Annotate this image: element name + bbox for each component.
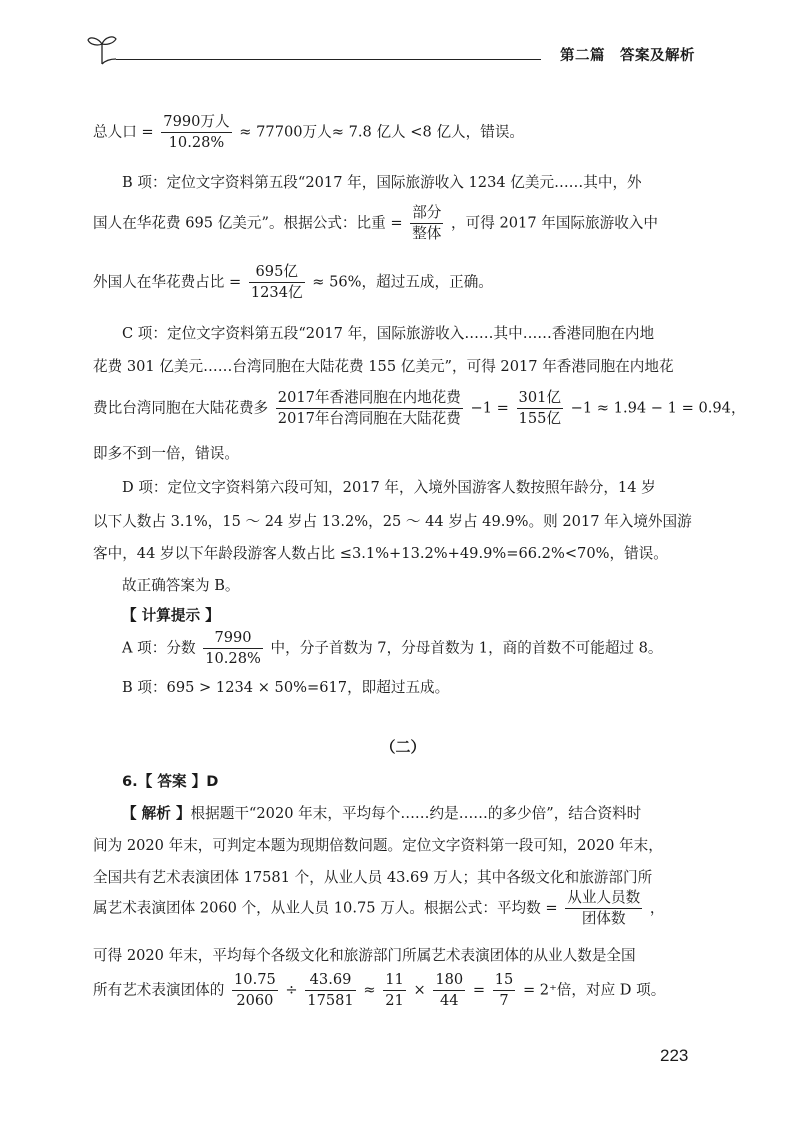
analysis-line-3: 全国共有艺术表演团体 17581 个，从业人员 43.69 万人；其中各级文化和旅游部门所: [93, 869, 653, 886]
numerator: 695亿: [249, 262, 305, 283]
text: −1 ≈ 1.94 − 1 = 0.94，: [570, 399, 746, 417]
text: ≈ 77700万人≈ 7.8 亿人 <8 亿人，错误。: [239, 123, 525, 141]
denominator: 21: [385, 992, 404, 1009]
operator: ≈: [363, 981, 376, 999]
fraction: [433, 970, 465, 1011]
option-c-line-2: 花费 301 亿美元……台湾同胞在大陆花费 155 亿美元”，可得 2017 年香港同胞在内地花: [93, 358, 674, 375]
fraction: [383, 970, 406, 1011]
page-number: 223: [660, 1046, 689, 1065]
fraction: [517, 388, 563, 429]
calc-tip-b-line: B 项：695 > 1234 × 50%=617，即超过五成。: [122, 679, 450, 696]
numerator: 7990万人: [161, 112, 231, 133]
numerator: 15: [493, 970, 516, 991]
operator: ×: [413, 981, 426, 999]
denominator: 10.28%: [168, 134, 225, 151]
text: = 2⁺倍，对应 D 项。: [522, 981, 666, 999]
text: ≈ 56%，超过五成，正确。: [312, 273, 493, 291]
option-c-conclusion-line: 即多不到一倍，错误。: [93, 445, 239, 462]
calc-tip-a-line: [122, 628, 663, 669]
numerator: 部分: [410, 203, 443, 224]
fraction: [203, 628, 263, 669]
denominator: 17581: [307, 992, 354, 1009]
option-d-line-2: 以下人数占 3.1%，15 ～ 24 岁占 13.2%，25 ～ 44 岁占 49.9%。则 2017 年入境外国游: [93, 513, 692, 530]
option-c-line: C 项：定位文字资料第五段“2017 年，国际旅游收入……其中……香港同胞在内地: [122, 325, 655, 342]
operator: ÷: [285, 981, 298, 999]
calc-tip-heading: 【 计算提示 】: [122, 607, 220, 624]
denominator: 155亿: [518, 410, 561, 427]
text: 国人在华花费 695 亿美元”。根据公式：比重 =: [93, 214, 403, 232]
correct-answer-line: 故正确答案为 B。: [122, 577, 240, 594]
denominator: 团体数: [581, 910, 626, 927]
denominator: 7: [499, 992, 509, 1009]
analysis-line-5: 可得 2020 年末，平均每个各级文化和旅游部门所属艺术表演团体的从业人数是全国: [93, 947, 636, 964]
numerator: 7990: [203, 628, 263, 649]
option-d-line-3: 客中，44 岁以下年龄段游客人数占比 ≤3.1%+13.2%+49.9%=66.2%<70%，错误。: [93, 545, 668, 562]
fraction: [249, 262, 305, 303]
option-b-line: B 项：定位文字资料第五段“2017 年，国际旅游收入 1234 亿美元……其中，外: [122, 174, 642, 191]
fraction: [565, 888, 642, 929]
section-heading: （二）: [380, 738, 426, 756]
numerator: 180: [433, 970, 465, 991]
option-b-result-line: [93, 262, 493, 303]
text: 中，分子首数为 7，分母首数为 1，商的首数不可能超过 8。: [270, 639, 663, 657]
numerator: 2017年香港同胞在内地花费: [276, 388, 463, 409]
fraction: [276, 388, 463, 429]
text: 根据题干“2020 年末，平均每个……约是……的多少倍”，结合资料时: [190, 805, 642, 822]
denominator: 44: [439, 992, 459, 1009]
denominator: 10.28%: [205, 650, 261, 667]
text: −1 =: [470, 399, 509, 417]
analysis-formula-line: [93, 888, 664, 929]
denominator: 2060: [236, 992, 274, 1009]
sprout-logo-icon: [86, 30, 118, 66]
denominator: 整体: [412, 225, 442, 242]
operator: =: [472, 981, 486, 999]
analysis-label: 【 解析 】: [122, 805, 191, 822]
fraction: [493, 970, 516, 1011]
text: A 项：分数: [122, 639, 196, 657]
analysis-line: [122, 802, 641, 823]
text: ，可得 2017 年国际旅游收入中: [451, 214, 658, 232]
text: 总人口 =: [93, 123, 154, 141]
header-rule: [116, 59, 541, 60]
answer-line: 6.【 答案 】D: [122, 773, 219, 790]
text: 所有艺术表演团体的: [93, 981, 225, 999]
option-b-formula-line: [93, 203, 658, 244]
denominator: 1234亿: [250, 284, 303, 301]
text: 费比台湾同胞在大陆花费多: [93, 399, 269, 417]
numerator: 43.69: [305, 970, 355, 991]
fraction: [161, 112, 231, 153]
analysis-result-line: [93, 970, 665, 1011]
fraction: [305, 970, 355, 1011]
text: 外国人在华花费占比 =: [93, 273, 242, 291]
fraction: [232, 970, 278, 1011]
numerator: 10.75: [232, 970, 278, 991]
fraction: [410, 203, 443, 244]
numerator: 301亿: [517, 388, 563, 409]
numerator: 11: [383, 970, 406, 991]
header-title: 第二篇 答案及解析: [560, 48, 695, 64]
text: ，: [649, 899, 665, 917]
text: 属艺术表演团体 2060 个，从业人员 10.75 万人。根据公式：平均数 =: [93, 899, 558, 917]
numerator: 从业人员数: [565, 888, 642, 909]
option-d-line: D 项：定位文字资料第六段可知，2017 年，入境外国游客人数按照年龄分，14 岁: [122, 479, 656, 496]
denominator: 2017年台湾同胞在大陆花费: [277, 410, 461, 427]
total-population-line: [93, 112, 524, 153]
option-c-formula-line: [93, 388, 746, 429]
analysis-line-2: 间为 2020 年末，可判定本题为现期倍数问题。定位文字资料第一段可知，2020 年末，: [93, 837, 663, 854]
